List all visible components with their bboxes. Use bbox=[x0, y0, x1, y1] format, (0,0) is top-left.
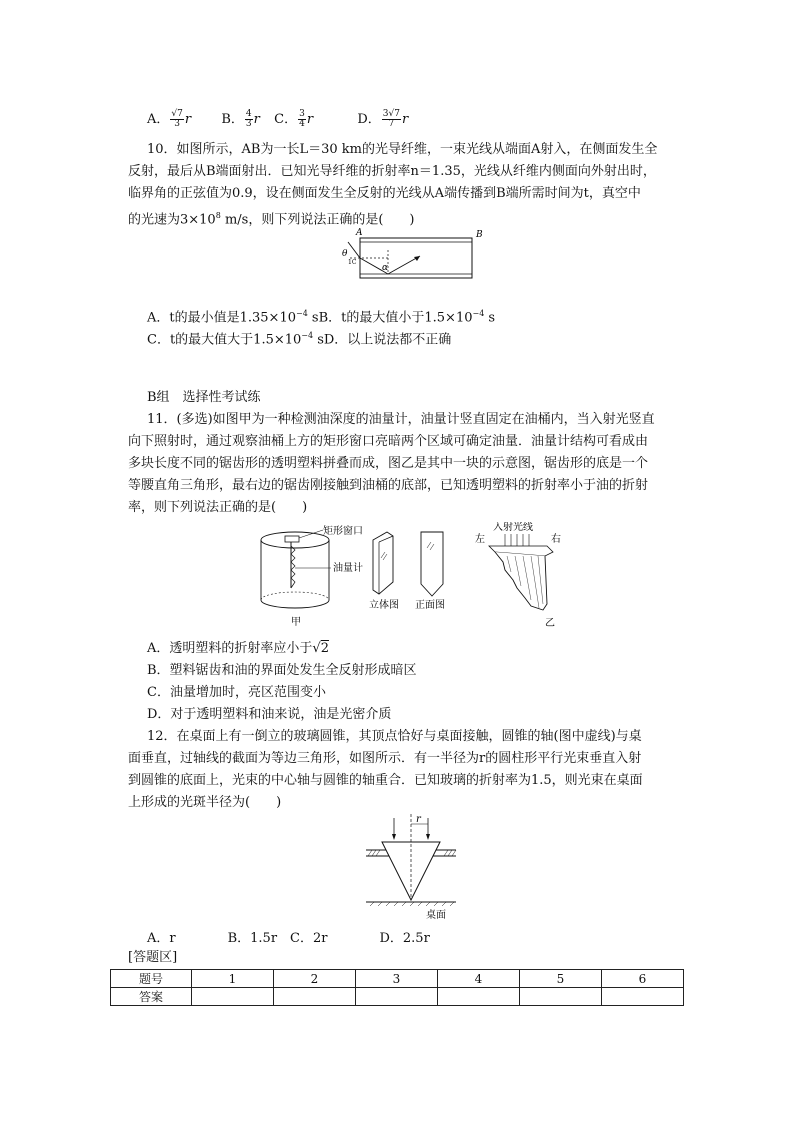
q12-line-4: 上形成的光斑半径为( ) bbox=[128, 795, 282, 810]
q12-label-desk: 桌面 bbox=[426, 910, 446, 921]
q11-label-window: 矩形窗口 bbox=[323, 526, 363, 537]
q10-label-theta: θ bbox=[342, 249, 348, 259]
question-number-2: 2 bbox=[274, 970, 356, 988]
q12-options: A．r B．1.5r C．2r D．2.5r bbox=[147, 931, 430, 946]
q12-label-r: r bbox=[416, 814, 421, 825]
q10-label-1c: 1C bbox=[348, 259, 357, 266]
q11-label-solid: 立体图 bbox=[369, 600, 399, 611]
q11-label-right: 右 bbox=[551, 534, 561, 545]
q11-label-incident: 入射光线 bbox=[493, 522, 533, 533]
q9-option-a: A． $\frac{√7}{3}$ r bbox=[147, 109, 192, 129]
question-number-1: 1 bbox=[192, 970, 274, 988]
q9-option-b: B． $\frac{4}{3}$ r bbox=[221, 109, 260, 129]
q10-fiber-figure bbox=[330, 226, 490, 286]
q11-line-5: 率，则下列说法正确的是( ) bbox=[128, 500, 308, 515]
question-number-6: 6 bbox=[602, 970, 684, 988]
answer-table-header-row bbox=[111, 970, 684, 988]
q9-option-d: D． $\frac{3√7}{7}$ r bbox=[357, 109, 409, 129]
q11-line-3: 多块长度不同的锯齿形的透明塑料拼叠而成，图乙是其中一块的示意图，锯齿形的底是一个 bbox=[128, 456, 649, 471]
q12-line-2: 面垂直，过轴线的截面为等边三角形，如图所示．有一半径为r的圆柱形平行光束垂直入射 bbox=[128, 751, 642, 766]
q10-line-4: 的光速为$3\times 10^8$ m/s，则下列说法正确的是( ) bbox=[128, 211, 415, 228]
q10-line-1: 10．如图所示，AB为一长L＝30 km的光导纤维，一束光线从端面A射入，在侧面发生全 bbox=[147, 142, 658, 157]
q9-options bbox=[147, 110, 408, 129]
answer-cell-6[interactable] bbox=[602, 988, 684, 1006]
q11-option-b: B．塑料锯齿和油的界面处发生全反射形成暗区 bbox=[147, 663, 417, 678]
q11-line-2: 向下照射时，通过观察油桶上方的矩形窗口亮暗两个区域可确定油量．油量计结构可看成由 bbox=[128, 434, 649, 449]
q10-label-b: B bbox=[476, 230, 483, 240]
question-number-header: 题号 bbox=[111, 970, 192, 988]
q10-line-2: 反射，最后从B端面射出．已知光导纤维的折射率n＝1.35，光线从纤维内侧面向外射出时， bbox=[128, 164, 656, 179]
q11-label-yi: 乙 bbox=[545, 618, 555, 629]
q10-line-3: 临界角的正弦值为0.9，设在侧面发生全反射的光线从A端传播到B端所需时间为t，真空中 bbox=[128, 186, 641, 201]
q11-label-jia: 甲 bbox=[291, 617, 301, 628]
answer-cell-4[interactable] bbox=[438, 988, 520, 1006]
q11-label-gauge: 油量计 bbox=[333, 563, 363, 574]
q11-oil-gauge-figure bbox=[255, 522, 585, 632]
question-number-4: 4 bbox=[438, 970, 520, 988]
answer-area-label: [答题区] bbox=[128, 950, 178, 965]
answer-header: 答案 bbox=[111, 988, 192, 1006]
q12-line-1: 12．在桌面上有一倒立的玻璃圆锥，其顶点恰好与桌面接触，圆锥的轴(图中虚线)与桌 bbox=[147, 729, 642, 744]
q12-cone-figure bbox=[360, 810, 470, 922]
answer-table-answer-row bbox=[111, 988, 684, 1006]
q9-option-c: C． $\frac{3}{4}$ r bbox=[274, 109, 314, 129]
q11-label-left: 左 bbox=[475, 534, 485, 545]
q11-line-4: 等腰直角三角形，最右边的锯齿刚接触到油桶的底部，已知透明塑料的折射率小于油的折射 bbox=[128, 478, 649, 493]
answer-cell-1[interactable] bbox=[192, 988, 274, 1006]
q12-line-3: 到圆锥的底面上，光束的中心轴与圆锥的轴重合．已知玻璃的折射率为1.5，则光束在桌面 bbox=[128, 773, 643, 788]
q11-option-a: A．透明塑料的折射率应小于√2 bbox=[147, 641, 329, 656]
q10-label-a: A bbox=[356, 228, 363, 238]
question-number-5: 5 bbox=[520, 970, 602, 988]
answer-cell-2[interactable] bbox=[274, 988, 356, 1006]
q11-option-c: C．油量增加时，亮区范围变小 bbox=[147, 685, 326, 700]
question-number-3: 3 bbox=[356, 970, 438, 988]
answer-cell-5[interactable] bbox=[520, 988, 602, 1006]
q10-label-alpha: α bbox=[382, 263, 389, 273]
q11-option-d: D．对于透明塑料和油来说，油是光密介质 bbox=[147, 707, 392, 722]
q10-options-ab: A．t的最小值是$1.35\times 10^{-4}$ sB．t的最大值小于$1.5\times 10^{-4}$ s bbox=[147, 309, 496, 326]
q10-options-cd: C．t的最大值大于$1.5\times 10^{-4}$ sD．以上说法都不正确 bbox=[147, 331, 452, 348]
q11-label-front: 正面图 bbox=[415, 600, 445, 611]
answer-table bbox=[110, 969, 684, 1006]
group-b-heading: B组 选择性考试练 bbox=[147, 390, 261, 405]
answer-cell-3[interactable] bbox=[356, 988, 438, 1006]
q11-line-1: 11．(多选)如图甲为一种检测油深度的油量计，油量计竖直固定在油桶内，当入射光竖直 bbox=[147, 412, 655, 427]
